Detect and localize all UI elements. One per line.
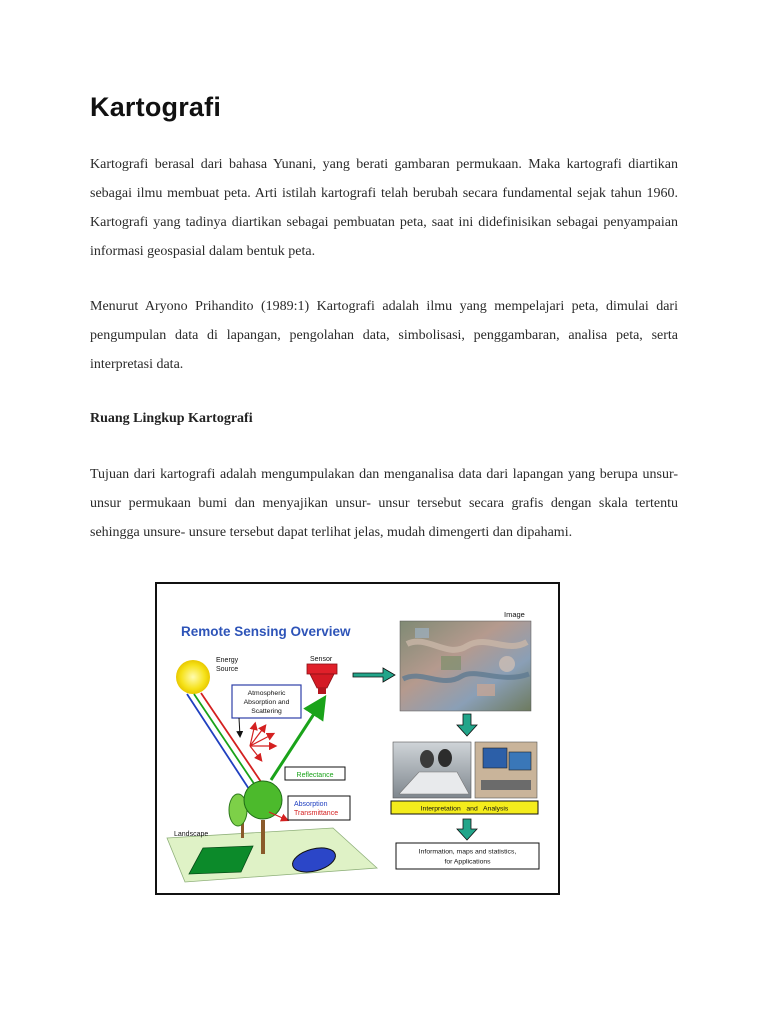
energy-source-label-2: Source <box>216 666 239 673</box>
landscape-label: Landscape <box>174 831 209 838</box>
remote-sensing-diagram <box>157 584 558 893</box>
transmittance-label: Transmittance <box>294 810 339 817</box>
sensor-label: Sensor <box>310 656 333 663</box>
arrow-to-image-icon <box>353 668 395 682</box>
atmospheric-label-3: Scattering <box>251 708 282 715</box>
paragraph-purpose: Tujuan dari kartografi adalah mengumpulakan dan menganalisa data dari lapangan yang berupa unsur- unsur permukaan bumi dan menyajikan unsur- unsur tersebut secara grafis dengan skala tertentu sehingga unsure- unsure tersebut dapat terlihat jelas, mudah dimengerti dan dipahami. <box>90 467 678 540</box>
atmospheric-label-2: Absorption and <box>243 699 290 706</box>
atmospheric-pointer <box>239 718 240 736</box>
reflectance-label: Reflectance <box>296 772 334 779</box>
analyst-photo <box>393 742 471 798</box>
paragraph-prihandito: Menurut Aryono Prihandito (1989:1) Kartografi adalah ilmu yang mempelajari peta, dimulai dari pengumpulan data di lapangan, pengolahan data, simbolisasi, penggambaran, analisa peta, serta interpretasi data. <box>90 299 678 372</box>
paragraph-definition: Kartografi berasal dari bahasa Yunani, yang berati gambaran permukaan. Maka kartografi diartikan sebagai ilmu membuat peta. Arti istilah kartografi telah berubah secara fundamental sejak tahun 1960. Kartografi yang tadinya diartikan sebagai pembuatan peta, saat ini didefinisikan sebagai penyampaian informasi geospasial dalam bentuk peta. <box>90 157 678 259</box>
atmospheric-label-1: Atmospheric <box>247 690 286 697</box>
energy-source-label-1: Energy <box>216 657 239 664</box>
interpretation-label: Interpretation and Analysis <box>420 805 509 813</box>
information-label-1: Information, maps and statistics, <box>418 848 517 856</box>
absorption-label: Absorption <box>294 801 328 808</box>
satellite-image <box>400 621 531 711</box>
arrow-to-analysis-icon <box>457 714 477 736</box>
page-title: Kartografi <box>90 92 222 122</box>
remote-sensing-figure <box>155 582 560 895</box>
arrow-to-information-icon <box>457 819 477 840</box>
image-label: Image <box>504 610 525 619</box>
sun-icon <box>176 660 210 694</box>
figure-title: Remote Sensing Overview <box>181 624 351 639</box>
scattering-arrows <box>250 724 275 760</box>
sensor-icon <box>307 664 337 694</box>
computer-photo <box>475 742 537 798</box>
information-label-2: for Applications <box>444 858 491 866</box>
section-heading: Ruang Lingkup Kartografi <box>90 411 253 426</box>
